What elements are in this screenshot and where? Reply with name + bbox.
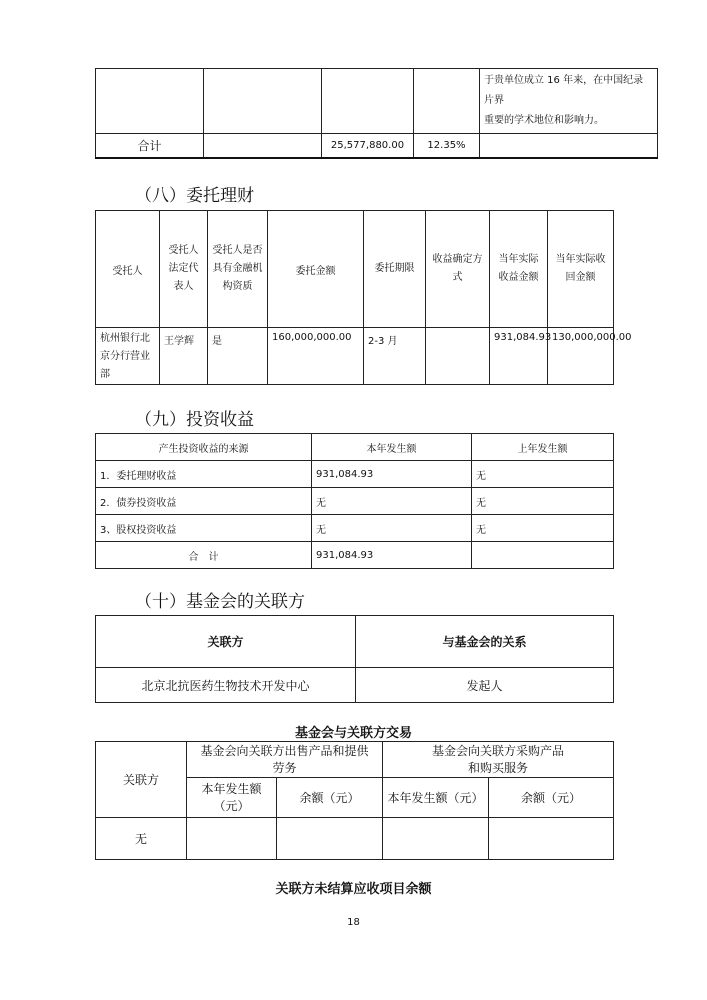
table-cell bbox=[204, 134, 322, 158]
total-label: 合计 bbox=[96, 134, 204, 158]
header-line: 和购买服务 bbox=[468, 760, 529, 775]
entrusted-term: 2-3 月 bbox=[364, 328, 426, 385]
section-heading-9: （九）投资收益 bbox=[135, 410, 254, 430]
header-cell: 收益确定方式 bbox=[426, 211, 490, 328]
header-cell: 关联方 bbox=[96, 616, 356, 668]
table-cell bbox=[187, 818, 277, 860]
header-line: 基金会向关联方出售产品和提供 bbox=[200, 743, 369, 758]
receivables-caption: 关联方未结算应收项目余额 bbox=[275, 882, 432, 897]
related-party-name: 北京北抗医药生物技术开发中心 bbox=[96, 668, 356, 703]
current-year: 931,084.93 bbox=[312, 461, 472, 488]
header-line: 本年发生额 bbox=[201, 781, 262, 796]
header-cell: 与基金会的关系 bbox=[356, 616, 614, 668]
sell-group-header bbox=[187, 742, 383, 778]
subheader-balance-buy: 余额（元） bbox=[489, 778, 614, 818]
related-transactions-table bbox=[95, 741, 614, 860]
table-cell bbox=[383, 818, 489, 860]
header-cell: 当年实际收回金额 bbox=[548, 211, 614, 328]
note-cell bbox=[480, 69, 658, 134]
header-cell: 受托人 bbox=[96, 211, 160, 328]
actual-income: 931,084.93 bbox=[490, 328, 548, 385]
header-line: （元） bbox=[213, 798, 250, 813]
income-method bbox=[426, 328, 490, 385]
section-heading-10: （十）基金会的关联方 bbox=[135, 592, 305, 612]
header-cell: 委托期限 bbox=[364, 211, 426, 328]
header-line: 基金会向关联方采购产品 bbox=[432, 743, 565, 758]
subheader-balance: 余额（元） bbox=[277, 778, 383, 818]
prior-year: 无 bbox=[472, 488, 614, 515]
prior-year: 无 bbox=[472, 461, 614, 488]
income-source: 3、股权投资收益 bbox=[96, 515, 312, 542]
table-cell bbox=[480, 134, 658, 158]
income-source: 1．委托理财收益 bbox=[96, 461, 312, 488]
header-cell: 受托人是否具有金融机构资质 bbox=[208, 211, 268, 328]
transactions-caption: 基金会与关联方交易 bbox=[294, 726, 412, 741]
table-cell bbox=[204, 69, 322, 134]
note-line: 于贵单位成立 16 年来，在中国纪录片界 bbox=[484, 75, 644, 106]
total-current-year: 931,084.93 bbox=[312, 542, 472, 569]
related-party-table bbox=[95, 615, 614, 703]
table-cell bbox=[322, 69, 414, 134]
section-heading-8: （八）委托理财 bbox=[135, 186, 254, 206]
table-cell bbox=[489, 818, 614, 860]
entrusted-amount: 160,000,000.00 bbox=[268, 328, 364, 385]
party-value: 无 bbox=[96, 818, 187, 860]
total-percent: 12.35% bbox=[414, 134, 480, 158]
investment-income-table bbox=[95, 433, 614, 569]
header-cell: 当年实际收益金额 bbox=[490, 211, 548, 328]
trustee-name: 杭州银行北京分行营业部 bbox=[96, 328, 160, 385]
note-line: 重要的学术地位和影响力。 bbox=[484, 115, 604, 126]
income-source: 2．债券投资收益 bbox=[96, 488, 312, 515]
entrusted-finance-table bbox=[95, 210, 632, 385]
total-label: 合 计 bbox=[96, 542, 312, 569]
qualification: 是 bbox=[208, 328, 268, 385]
party-header: 关联方 bbox=[96, 742, 187, 818]
buy-group-header bbox=[383, 742, 614, 778]
total-amount: 25,577,880.00 bbox=[322, 134, 414, 158]
current-year: 无 bbox=[312, 488, 472, 515]
subheader-current bbox=[187, 778, 277, 818]
actual-recovered: 130,000,000.00 bbox=[548, 328, 614, 385]
total-prior-year bbox=[472, 542, 614, 569]
table-cell bbox=[277, 818, 383, 860]
table-cell bbox=[96, 69, 204, 134]
relationship: 发起人 bbox=[356, 668, 614, 703]
current-year: 无 bbox=[312, 515, 472, 542]
header-cell: 本年发生额 bbox=[312, 434, 472, 461]
header-line: 劳务 bbox=[272, 760, 297, 775]
page-number: 18 bbox=[347, 917, 360, 928]
header-cell: 产生投资收益的来源 bbox=[96, 434, 312, 461]
prior-year: 无 bbox=[472, 515, 614, 542]
subheader-current-buy: 本年发生额（元） bbox=[383, 778, 489, 818]
table-cell bbox=[414, 69, 480, 134]
header-cell: 上年发生额 bbox=[472, 434, 614, 461]
header-cell: 委托金额 bbox=[268, 211, 364, 328]
legal-rep: 王学辉 bbox=[160, 328, 208, 385]
header-cell: 受托人法定代表人 bbox=[160, 211, 208, 328]
top-continuation-table bbox=[95, 68, 658, 159]
